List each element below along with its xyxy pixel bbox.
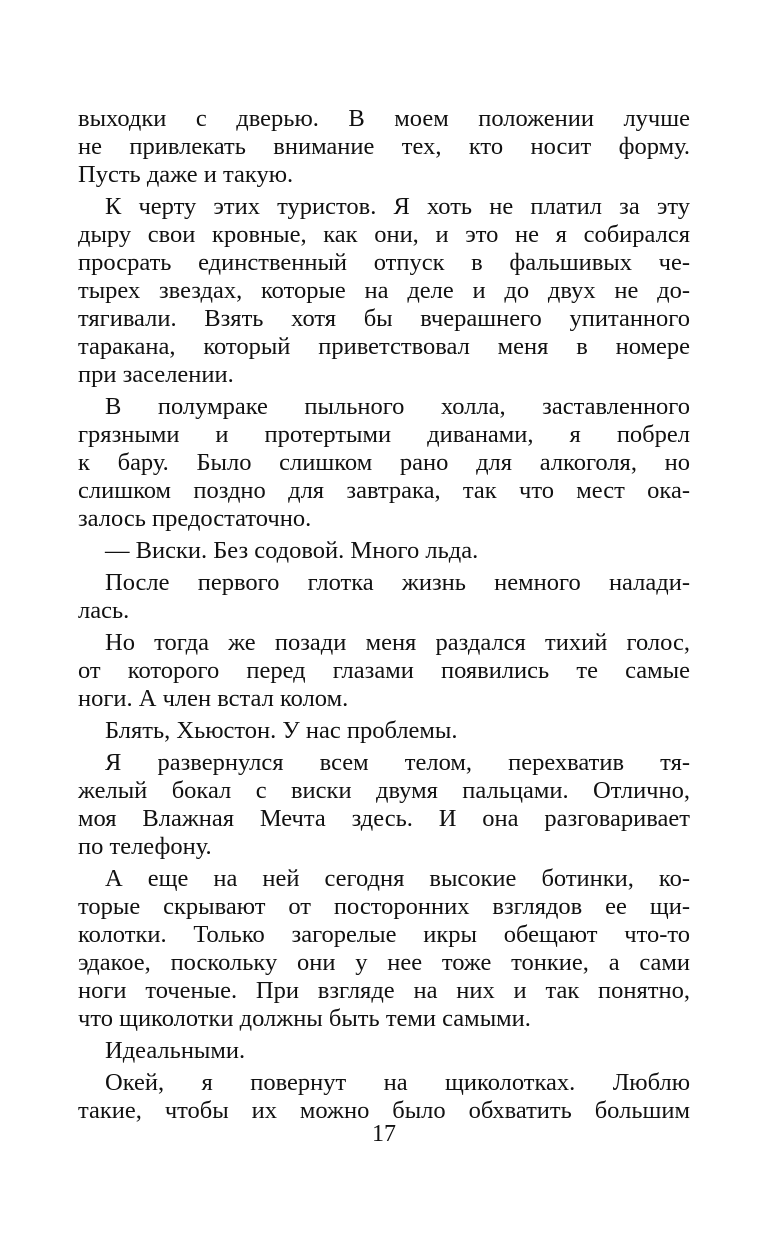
text-line: тырех звездах, которые на деле и до двух не до- — [78, 277, 690, 304]
text-line: таракана, который приветствовал меня в номере — [78, 333, 690, 360]
paragraph — [78, 1037, 690, 1065]
paragraph — [78, 629, 690, 713]
page-number: 17 — [372, 1121, 396, 1147]
text-line: колотки. Только загорелые икры обещают что-то — [78, 921, 690, 948]
text-line: торые скрывают от посторонних взглядов ее щи- — [78, 893, 690, 920]
text-line: грязными и протертыми диванами, я побрел — [78, 421, 690, 448]
text-line: такие, чтобы их можно было обхватить большим — [78, 1097, 690, 1124]
text-line: просрать единственный отпуск в фальшивых че- — [78, 249, 690, 276]
text-line: ноги точеные. При взгляде на них и так понятно, — [78, 977, 690, 1004]
text-line: После первого глотка жизнь немного налади- — [105, 569, 690, 596]
text-line: Окей, я повернут на щиколотках. Люблю — [105, 1069, 690, 1096]
book-page-body — [78, 105, 690, 1129]
text-line: по телефону. — [78, 833, 212, 860]
text-line: выходки с дверью. В моем положении лучше — [78, 105, 690, 132]
text-line: эдакое, поскольку они у нее тоже тонкие, а сами — [78, 949, 690, 976]
paragraph — [78, 865, 690, 1033]
text-line: от которого перед глазами появились те самые — [78, 657, 690, 684]
text-line: Пусть даже и такую. — [78, 161, 294, 188]
paragraph — [78, 537, 690, 565]
text-line: Блять, Хьюстон. У нас проблемы. — [105, 717, 458, 744]
text-line: залось предостаточно. — [78, 505, 312, 532]
text-line: — Виски. Без содовой. Много льда. — [105, 537, 479, 564]
text-line: А еще на ней сегодня высокие ботинки, ко- — [105, 865, 690, 892]
text-line: тягивали. Взять хотя бы вчерашнего упитанного — [78, 305, 690, 332]
paragraph — [78, 717, 690, 745]
paragraph — [78, 749, 690, 861]
paragraph — [78, 569, 690, 625]
paragraph — [78, 105, 690, 189]
text-line: что щиколотки должны быть теми самыми. — [78, 1005, 531, 1032]
text-line: К черту этих туристов. Я хоть не платил за эту — [105, 193, 690, 220]
text-line: слишком поздно для завтрака, так что мест ока- — [78, 477, 690, 504]
paragraph — [78, 393, 690, 533]
text-line: В полумраке пыльного холла, заставленного — [105, 393, 690, 420]
text-line: Идеальными. — [105, 1037, 246, 1064]
text-line: желый бокал с виски двумя пальцами. Отлично, — [78, 777, 690, 804]
text-line: Я развернулся всем телом, перехватив тя- — [105, 749, 690, 776]
text-line: ноги. А член встал колом. — [78, 685, 349, 712]
text-line: дыру свои кровные, как они, и это не я собирался — [78, 221, 690, 248]
paragraph — [78, 1069, 690, 1125]
text-line: к бару. Было слишком рано для алкоголя, но — [78, 449, 690, 476]
text-line: при заселении. — [78, 361, 234, 388]
text-line: моя Влажная Мечта здесь. И она разговаривает — [78, 805, 690, 832]
text-line: не привлекать внимание тех, кто носит форму. — [78, 133, 690, 160]
text-line: лась. — [78, 597, 130, 624]
text-line: Но тогда же позади меня раздался тихий голос, — [105, 629, 690, 656]
paragraph — [78, 193, 690, 389]
